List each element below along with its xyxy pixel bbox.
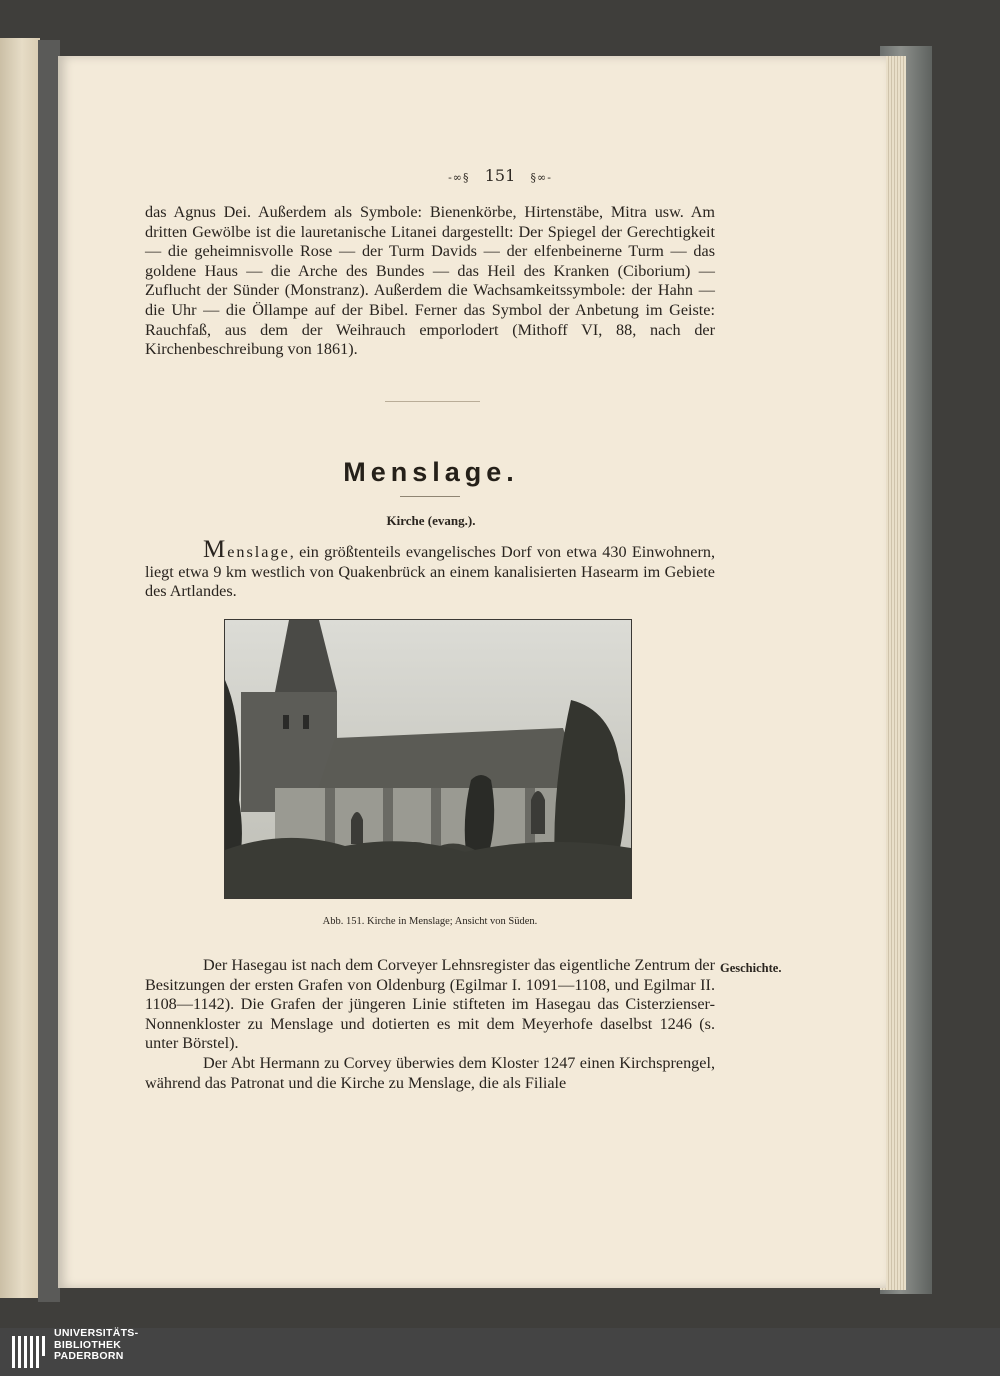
top-paragraph: das Agnus Dei. Außerdem als Symbole: Bienenkörbe, Hirtenstäbe, Mitra usw. Am dritten Gewölbe ist die lauretanische Litanei dargestellt: Der Spiegel der Gerechtigkeit — die geheimnisvolle Rose — der Turm Davids — der elfenbeinerne Turm — das goldene Haus — die Arche des Bundes — das Heil des Kranken (Ciborium) — Zuflucht der Sünder (Monstranz). Außerdem die Wachsamkeitssymbole: der Hahn — die Uhr — die Öllampe auf der Bibel. Ferner das Symbol der Anbetung im Geiste: Rauchfaß, aus dem der Weihrauch emporlodert (Mithoff VI, 88, nach der Kirchenbeschreibung von 1861).	[145, 203, 715, 359]
intro-paragraph-block	[145, 536, 715, 602]
title-underline	[400, 496, 460, 497]
section-subtitle: Kirche (evang.).	[386, 513, 476, 528]
section-title: Menslage.	[343, 457, 519, 487]
top-paragraph-block	[145, 203, 715, 360]
figure-caption: Abb. 151. Kirche in Menslage; Ansicht von Süden.	[322, 916, 538, 927]
library-name-line3: PADERBORN	[54, 1350, 124, 1362]
section-divider	[385, 401, 480, 402]
history-block	[145, 956, 715, 1093]
page-header	[0, 166, 1000, 185]
margin-note: Geschichte.	[720, 961, 782, 975]
spaced-word: enslage	[227, 543, 290, 561]
history-paragraph-1: Der Hasegau ist nach dem Corveyer Lehnsregister das eigentliche Zentrum der Besitzungen der ersten Grafen von Oldenburg (Egilmar I. 1091—1108, und Egilmar II. 1108—1142). Die Grafen der jüngeren Linie stifteten im Hasegau das Cisterzienser-Nonnenkloster zu Menslage und dotierten es mit dem Meyerhofe daselbst 1246 (s. unter Börstel).	[145, 956, 715, 1053]
library-name	[54, 1328, 138, 1363]
intro-text: , ein größtenteils evangelisches Dorf von etwa 430 Einwohnern, liegt etwa 9 km westlich von Quakenbrück an einem kanalisierten Hasearm im Gebiete des Artlandes.	[145, 543, 715, 601]
folio-ornament-left: -∞§	[448, 171, 470, 184]
history-paragraph-2: Der Abt Hermann zu Corvey überwies dem Kloster 1247 einen Kirchsprengel, während das Patronat und die Kirche zu Menslage, die als Filiale	[145, 1053, 715, 1092]
library-name-line1: UNIVERSITÄTS-	[54, 1327, 139, 1339]
library-logo-icon	[12, 1334, 48, 1370]
left-page-edge	[0, 38, 40, 1298]
drop-cap: M	[203, 536, 228, 563]
folio-ornament-right: §∞-	[530, 171, 552, 184]
library-name-line2: BIBLIOTHEK	[54, 1338, 122, 1351]
library-footer-bar	[0, 1328, 1000, 1376]
intro-paragraph	[145, 536, 715, 602]
page-number: 151	[484, 166, 516, 185]
book-binding	[38, 40, 60, 1302]
church-photo-illustration	[225, 620, 631, 898]
church-photograph	[224, 619, 632, 899]
